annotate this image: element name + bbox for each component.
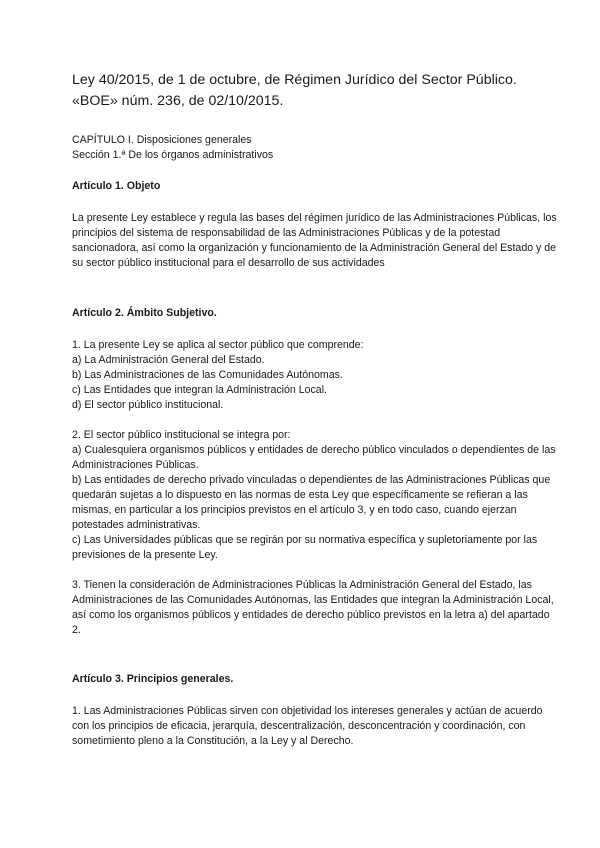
document-meta xyxy=(72,133,560,163)
article-2-paragraph-3: 3. Tienen la consideración de Administraciones Públicas la Administración General del Estado, las Administraciones de las Comunidades Autónomas, las Entidades que integran la Administración Local, así como los organismos públicos y entidades de derecho público previstos en la letra a) del apartado 2. xyxy=(72,579,554,636)
article-2-p1-item-c: c) Las Entidades que integran la Administración Local. xyxy=(72,384,327,396)
article-2-p2-item-c: c) Las Universidades públicas que se regirán por su normativa específica y supletoriamente por las previsiones de la presente Ley. xyxy=(72,534,538,561)
article-3-heading: Artículo 3. Principios generales. xyxy=(72,673,234,685)
title-line-2: «BOE» núm. 236, de 02/10/2015. xyxy=(72,93,284,109)
article-2-heading: Artículo 2. Ámbito Subjetivo. xyxy=(72,307,217,319)
document-title xyxy=(72,70,560,112)
chapter-label: CAPÍTULO I. Disposiciones generales xyxy=(72,134,252,146)
article-2-p1-item-b: b) Las Administraciones de las Comunidades Autónomas. xyxy=(72,369,343,381)
title-line-1: Ley 40/2015, de 1 de octubre, de Régimen Jurídico del Sector Público. xyxy=(72,72,517,88)
article-2-p1-intro: 1. La presente Ley se aplica al sector público que comprende: xyxy=(72,339,364,351)
article-2-paragraph-1 xyxy=(72,338,560,413)
article-1-heading: Artículo 1. Objeto xyxy=(72,180,161,192)
article-2-p2-intro: 2. El sector público institucional se integra por: xyxy=(72,429,291,441)
article-1-text: La presente Ley establece y regula las bases del régimen jurídico de las Administraciones Públicas, los principios del sistema de responsabilidad de las Administraciones Públicas y de la potestad sancionadora, así como la organización y funcionamiento de la Administración General del Estado y de su sector público institucional para el desarrollo de sus actividades xyxy=(72,212,557,269)
article-2-p2-item-a: a) Cualesquiera organismos públicos y entidades de derecho público vinculados o dependientes de las Administraciones Públicas. xyxy=(72,444,556,471)
article-2-paragraph-2 xyxy=(72,428,560,563)
article-2-p2-item-b: b) Las entidades de derecho privado vinculadas o dependientes de las Administraciones Públicas que quedarán sujetas a lo dispuesto en las normas de esta Ley que específicamente se refieran a las mismas, en particular a los principios previstos en el artículo 3, y en todo caso, cuando ejerzan potestades administrativas. xyxy=(72,474,551,531)
article-3-paragraph-1: 1. Las Administraciones Públicas sirven con objetividad los intereses generales y actúan de acuerdo con los principios de eficacia, jerarquía, descentralización, desconcentración y coordinación, con sometimiento pleno a la Constitución, a la Ley y al Derecho. xyxy=(72,705,543,747)
section-label: Sección 1.ª De los órganos administrativos xyxy=(72,149,274,161)
article-2-p1-item-a: a) La Administración General del Estado. xyxy=(72,354,265,366)
article-2-p1-item-d: d) El sector público institucional. xyxy=(72,399,224,411)
